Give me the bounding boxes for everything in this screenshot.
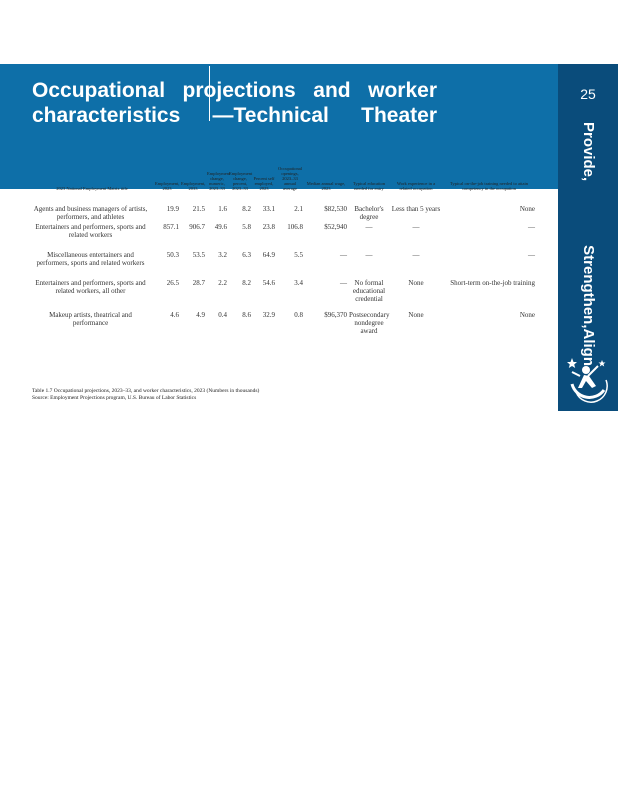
change-numeric: 2.2 — [218, 279, 227, 287]
change-numeric: 0.4 — [218, 311, 227, 319]
table-header-row — [30, 166, 536, 193]
column-header: Median annual wage, 2023 — [306, 181, 346, 191]
annual-openings: 5.5 — [294, 251, 303, 259]
caption-source: Source: Employment Projections program, U.S. Bureau of Labor Statistics — [32, 395, 197, 401]
median-wage: $96,370 — [324, 311, 347, 319]
occupation-title: Makeup artists, theatrical and performance — [49, 311, 132, 327]
on-the-job-training: Short-term on-the-job training — [450, 279, 535, 287]
occupation-title: Miscellaneous entertainers and performers, sports and related workers — [36, 251, 145, 267]
percent-self-employed: 32.9 — [262, 311, 275, 319]
work-experience: Less than 5 years — [391, 205, 441, 213]
change-percent: 8.2 — [242, 279, 251, 287]
column-header: Typical on-the-job training needed to attain competency in the occupation — [449, 181, 529, 191]
page-number: 25 — [580, 86, 596, 102]
occupation-title: Agents and business managers of artists, performers, and athletes — [33, 205, 148, 221]
sidebar-tagline: Provide, Strengthen,Align — [580, 122, 597, 366]
work-experience: — — [412, 251, 420, 259]
employment-2033: 906.7 — [189, 223, 205, 231]
employment-2023: 50.3 — [166, 251, 179, 259]
occupation-title: Entertainers and performers, sports and related workers, all other — [35, 279, 146, 295]
column-header: Employment change, percent, 2023–33 — [229, 171, 253, 191]
percent-self-employed: 54.6 — [262, 279, 275, 287]
table-row — [30, 193, 536, 221]
table-row — [30, 303, 536, 335]
median-wage: — — [340, 279, 347, 287]
employment-2033: 4.9 — [196, 311, 205, 319]
employment-2033: 21.5 — [192, 205, 205, 213]
table-row — [30, 239, 536, 267]
work-experience: — — [412, 223, 420, 231]
percent-self-employed: 33.1 — [262, 205, 275, 213]
table-caption — [32, 388, 432, 402]
column-header: Employment, 2033 — [181, 181, 206, 191]
occupational-projections-table — [30, 166, 536, 335]
employment-2033: 28.7 — [192, 279, 205, 287]
occupation-title: Entertainers and performers, sports and related workers — [35, 223, 146, 239]
column-header: Typical education needed for entry — [352, 181, 386, 191]
education: No formal educational credential — [352, 279, 386, 303]
on-the-job-training: None — [519, 205, 535, 213]
column-header: Employment, 2023 — [155, 181, 180, 191]
change-percent: 5.8 — [242, 223, 251, 231]
column-header: 2023 National Employment Matrix title — [56, 186, 128, 191]
employment-2023: 19.9 — [166, 205, 179, 213]
work-experience: None — [408, 311, 424, 319]
work-experience: None — [408, 279, 424, 287]
education: Postsecondary nondegree award — [349, 311, 390, 335]
table-row — [30, 221, 536, 239]
column-header: Percent self employed, 2023 — [253, 176, 275, 191]
education: Bachelor's degree — [354, 205, 384, 221]
median-wage: — — [340, 251, 347, 259]
employment-2023: 857.1 — [163, 223, 179, 231]
change-percent: 8.6 — [242, 311, 251, 319]
education: — — [365, 223, 373, 231]
right-sidebar — [558, 64, 618, 411]
change-numeric: 1.6 — [218, 205, 227, 213]
change-numeric: 49.6 — [214, 223, 227, 231]
caption-title: Table 1.7 Occupational projections, 2023–33, and worker characteristics, 2023 (Numbers in thousands) — [32, 388, 260, 394]
page-title-line-1: Occupational projections and worker — [32, 79, 437, 102]
employment-2033: 53.5 — [192, 251, 205, 259]
education: — — [365, 251, 373, 259]
on-the-job-training: — — [528, 251, 535, 259]
change-numeric: 3.2 — [218, 251, 227, 259]
annual-openings: 2.1 — [294, 205, 303, 213]
annual-openings: 0.8 — [294, 311, 303, 319]
on-the-job-training: None — [519, 311, 535, 319]
annual-openings: 106.8 — [287, 223, 303, 231]
table-row — [30, 267, 536, 303]
median-wage: $52,940 — [324, 223, 347, 231]
percent-self-employed: 64.9 — [262, 251, 275, 259]
page-title-line-2: characteristics —Technical Theater — [32, 104, 437, 127]
percent-self-employed: 23.8 — [262, 223, 275, 231]
page-title — [32, 78, 437, 128]
column-header: Work experience in a related occupation — [396, 181, 436, 191]
change-percent: 6.3 — [242, 251, 251, 259]
on-the-job-training: — — [528, 223, 535, 231]
employment-2023: 26.5 — [166, 279, 179, 287]
median-wage: $82,530 — [324, 205, 347, 213]
star-figure-logo-icon — [564, 354, 612, 404]
column-header: Employment change, numeric, 2023–33 — [207, 171, 231, 191]
column-header: Occupational openings, 2023–33 annual average — [278, 166, 302, 191]
employment-2023: 4.6 — [170, 311, 179, 319]
annual-openings: 3.4 — [294, 279, 303, 287]
change-percent: 8.2 — [242, 205, 251, 213]
